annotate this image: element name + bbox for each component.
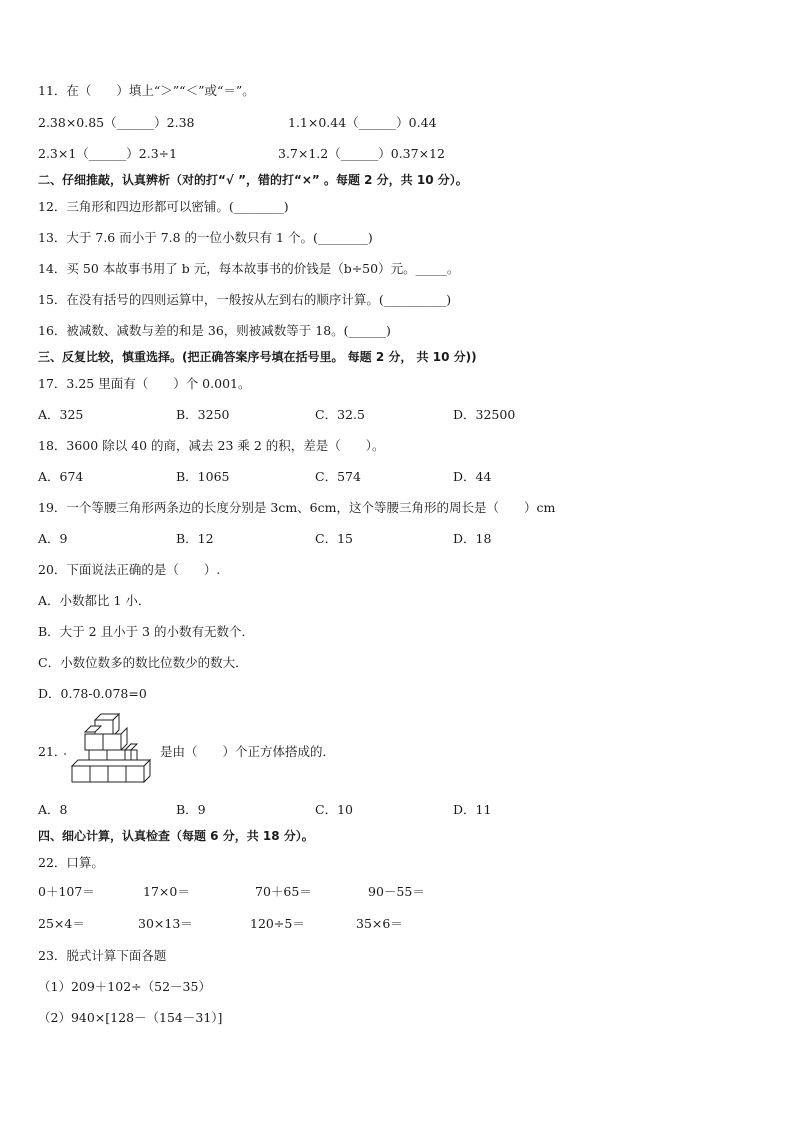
q11-stem: 11．在（ ）填上“＞”“＜”或“＝”。 [38, 83, 255, 98]
section-2-heading: 二、仔细推敲，认真辨析（对的打“√ ”，错的打“×” 。每题 2 分，共 10 分）。 [38, 173, 468, 187]
section-4-heading: 四、细心计算，认真检查（每题 6 分，共 18 分）。 [38, 829, 314, 843]
q23-stem: 23．脱式计算下面各题 [38, 948, 167, 963]
q17-stem: 17．3.25 里面有（ ）个 0.001。 [38, 376, 251, 391]
q21-option-a: A．8 [38, 802, 68, 817]
q11-item-c: 2.3×1（______）2.3÷1 [38, 146, 178, 161]
q16: 16．被减数、减数与差的和是 36，则被减数等于 18。(______) [38, 323, 391, 338]
q21-option-d: D．11 [453, 802, 492, 817]
q19-option-b: B．12 [176, 531, 214, 546]
q17-option-d: D．32500 [453, 407, 516, 422]
q22-stem: 22．口算。 [38, 855, 104, 870]
q15: 15．在没有括号的四则运算中，一般按从左到右的顺序计算。(__________) [38, 292, 452, 307]
q11-item-b: 1.1×0.44（______）0.44 [288, 115, 437, 130]
q22-item: 120÷5＝ [250, 916, 305, 931]
q21-number: 21． [38, 744, 67, 759]
q19-stem: 19．一个等腰三角形两条边的长度分别是 3cm、6cm，这个等腰三角形的周长是（ ）cm [38, 500, 556, 515]
q19-option-c: C．15 [315, 531, 353, 546]
q17-option-c: C．32.5 [315, 407, 365, 422]
q18-option-d: D．44 [453, 469, 492, 484]
q21-option-c: C．10 [315, 802, 353, 817]
q23-item-2: （2）940×[128－（154－31）] [38, 1010, 223, 1025]
q22-item: 0＋107＝ [38, 884, 95, 899]
q22-item: 17×0＝ [143, 884, 190, 899]
q12: 12．三角形和四边形都可以密铺。(________) [38, 199, 289, 214]
q22-item: 70＋65＝ [255, 884, 312, 899]
q11-item-d: 3.7×1.2（______）0.37×12 [278, 146, 445, 161]
q17-option-b: B．3250 [176, 407, 230, 422]
q13: 13．大于 7.6 而小于 7.8 的一位小数只有 1 个。(________) [38, 230, 373, 245]
q14: 14．买 50 本故事书用了 b 元，每本故事书的价钱是（b÷50）元。_____。 [38, 261, 460, 276]
section-3-heading: 三、反复比较，慎重选择。(把正确答案序号填在括号里。 每题 2 分， 共 10 分)) [38, 350, 477, 364]
q11-item-a: 2.38×0.85（______）2.38 [38, 115, 195, 130]
q19-option-a: A．9 [38, 531, 68, 546]
q20-stem: 20．下面说法正确的是（ ）. [38, 562, 221, 577]
q20-option-a: A．小数都比 1 小． [38, 593, 151, 608]
q20-option-c: C．小数位数多的数比位数少的数大． [38, 655, 248, 670]
q20-option-b: B．大于 2 且小于 3 的小数有无数个． [38, 624, 254, 639]
q18-option-b: B．1065 [176, 469, 230, 484]
q22-item: 90－55＝ [368, 884, 425, 899]
q19-option-d: D．18 [453, 531, 492, 546]
q22-item: 30×13＝ [138, 916, 193, 931]
cube-stack-figure [62, 712, 154, 786]
q18-option-c: C．574 [315, 469, 361, 484]
q22-item: 35×6＝ [356, 916, 403, 931]
q17-option-a: A．325 [38, 407, 84, 422]
q23-item-1: （1）209＋102÷（52－35） [38, 979, 211, 994]
q18-option-a: A．674 [38, 469, 84, 484]
q22-item: 25×4＝ [38, 916, 85, 931]
q20-option-d: D．0.78-0.078=0 [38, 686, 147, 701]
q18-stem: 18．3600 除以 40 的商，减去 23 乘 2 的积，差是（ ）。 [38, 438, 385, 453]
q21-option-b: B．9 [176, 802, 206, 817]
q21-stem: 是由（ ）个正方体搭成的． [160, 744, 336, 759]
